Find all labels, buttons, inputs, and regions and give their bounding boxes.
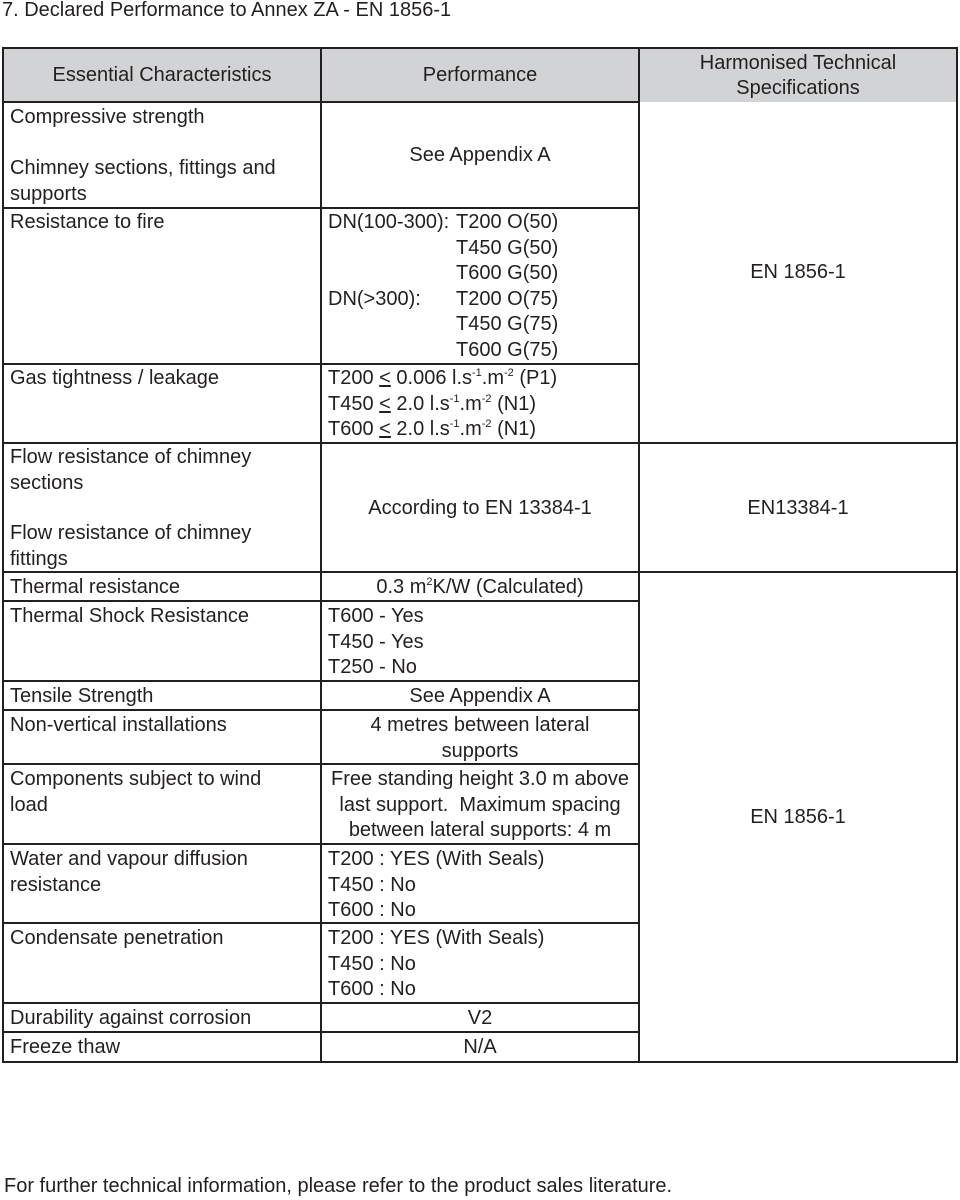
performance-flow-resistance: According to EN 13384-1 [368,497,592,519]
row-label-flow-resistance-fittings: Flow resistance of chimney fittings [10,522,252,570]
fire-dn-label-1: DN(100-300): [328,211,450,233]
row-label-compressive-strength: Compressive strength [10,106,205,128]
performance-see-appendix: See Appendix A [409,144,551,166]
wind-value: between lateral supports: 4 m [348,819,612,841]
performance-tensile-see-appendix: See Appendix A [409,685,551,707]
row-divider [2,680,640,682]
row-label-gas-tightness: Gas tightness / leakage [10,367,220,389]
water-value: T200 : YES (With Seals) [328,848,545,870]
header-essential-characteristics: Essential Characteristics [52,64,272,86]
row-label-thermal-resistance: Thermal resistance [10,576,181,598]
row-divider [2,922,640,924]
condensate-value: T200 : YES (With Seals) [328,927,545,949]
shock-value: T600 - Yes [328,605,424,627]
fire-value: T450 G(75) [456,313,559,335]
water-value: T600 : No [328,899,416,921]
shock-value: T250 - No [328,656,417,678]
performance-freeze-thaw: N/A [463,1036,497,1058]
spec-en-13384-1: EN13384-1 [747,497,849,519]
header-harmonised-specs: Harmonised Technical Specifications [699,52,897,99]
column-divider-2 [638,47,640,1063]
table-border-bottom [2,1061,958,1063]
performance-thermal-resistance: 0.3 $m^2K/W$ (Calculated) [376,576,584,598]
wind-value: last support. Maximum spacing [339,793,621,816]
condensate-value: T450 : No [328,952,416,975]
row-label-durability: Durability against corrosion [10,1007,252,1029]
row-label-chimney-sections: Chimney sections, fittings and supports [10,157,276,205]
row-label-resistance-to-fire: Resistance to fire [10,211,165,233]
row-label-wind-load: Components subject to wind load [10,768,262,816]
spec-en-1856-1: EN 1856-1 [750,806,846,828]
gas-tightness-line: T450 < 2.0 $l.s^{-1}.m^{-2}$ (N1) [328,392,536,415]
fire-value: T600 G(50) [456,262,559,284]
header-performance: Performance [422,64,538,86]
table-border-top [2,47,958,49]
fire-dn-label-2: DN(>300): [328,287,421,310]
shock-value: T450 - Yes [328,630,424,653]
gas-tightness-line: T200 < 0.006 $l.s^{-1}.m^{-2}$ (P1) [328,367,558,389]
table-border-left [2,47,4,1063]
row-label-non-vertical: Non-vertical installations [10,714,227,736]
row-divider [2,1002,640,1004]
row-label-freeze-thaw: Freeze thaw [10,1036,121,1058]
nonvertical-value: supports [441,739,519,762]
row-label-condensate: Condensate penetration [10,927,224,949]
performance-durability: V2 [467,1007,493,1029]
row-label-tensile-strength: Tensile Strength [10,685,154,707]
spec-en-1856-1: EN 1856-1 [750,261,846,283]
row-label-water-vapour: Water and vapour diffusion resistance [10,848,248,896]
fire-value: T450 G(50) [456,236,559,259]
row-label-flow-resistance-sections: Flow resistance of chimney sections [10,446,252,494]
row-divider [2,363,640,365]
nonvertical-value: 4 metres between lateral [370,714,590,736]
wind-value: Free standing height 3.0 m above [331,768,629,790]
table-border-right [956,47,958,1063]
water-value: T450 : No [328,873,416,896]
column-divider-1 [320,47,322,1063]
row-divider [2,207,640,209]
section-title: 7. Declared Performance to Annex ZA - EN 1856-1 [2,0,452,21]
row-label-thermal-shock: Thermal Shock Resistance [10,605,249,627]
footer-note: For further technical information, please refer to the product sales literature. [4,1175,673,1197]
fire-value: T200 O(75) [456,287,559,310]
condensate-value: T600 : No [328,978,416,1000]
row-divider [2,101,640,103]
fire-value: T200 O(50) [456,211,559,233]
fire-value: T600 G(75) [456,338,559,361]
gas-tightness-line: T600 < 2.0 $l.s^{-1}.m^{-2}$ (N1) [328,418,536,440]
